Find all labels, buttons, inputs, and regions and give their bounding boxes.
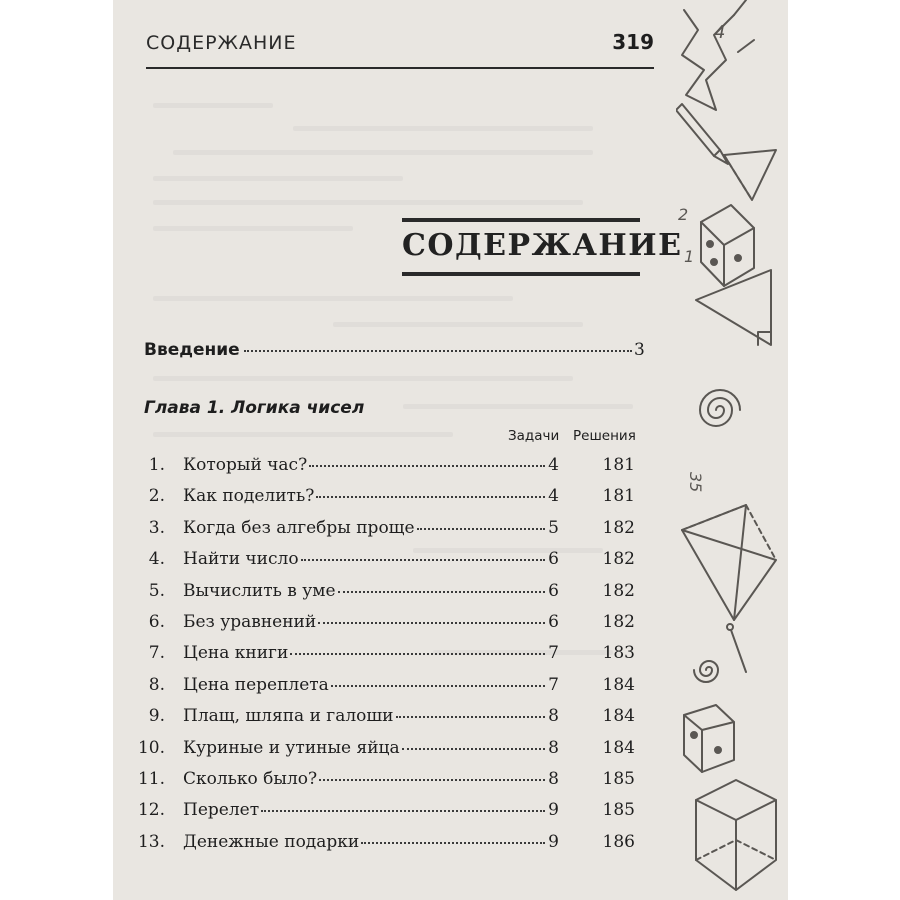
entry-title: Цена переплета (183, 674, 329, 695)
entry-number: 2. (148, 486, 165, 507)
header-title: СОДЕРЖАНИЕ (146, 32, 297, 54)
entry-line (183, 549, 559, 569)
entry-problem-page: 8 (548, 769, 559, 789)
entry-solution-page: 184 (602, 706, 635, 727)
entry-solution-page: 186 (602, 831, 635, 852)
pencil-icon (676, 104, 728, 164)
entry-problem-page: 7 (548, 674, 559, 695)
entry-line (183, 612, 559, 632)
toc-entry[interactable] (133, 675, 653, 703)
entry-number: 4. (148, 549, 165, 570)
dot-leader (319, 779, 545, 781)
toc-entry[interactable] (133, 486, 653, 514)
dot-leader (318, 622, 545, 624)
entry-title: Найти число (183, 549, 299, 570)
doodle-numeral-4: 4 (714, 22, 726, 43)
page-title: СОДЕРЖАНИЕ (402, 228, 683, 263)
running-header (146, 30, 654, 68)
book-page (113, 0, 788, 900)
entry-line (183, 832, 559, 852)
entry-problem-page: 4 (548, 455, 559, 475)
intro-label: Введение (144, 340, 240, 360)
toc-entry[interactable] (133, 518, 653, 546)
page-number: 319 (612, 30, 654, 54)
toc-entry[interactable] (133, 643, 653, 671)
matchstick-icon (731, 630, 746, 672)
dot-leader (244, 350, 632, 352)
entry-title: Цена книги (183, 643, 289, 664)
entry-solution-page: 184 (602, 737, 635, 758)
entry-line (183, 455, 559, 475)
spiral-shape (700, 390, 740, 426)
toc-entry[interactable] (133, 581, 653, 609)
entry-title: Вычислить в уме (183, 580, 336, 601)
entry-title: Денежные подарки (183, 831, 360, 852)
header-rule (146, 67, 654, 69)
entry-title: Перелет (183, 800, 260, 821)
entry-solution-page: 182 (602, 580, 635, 601)
entry-solution-page: 181 (602, 486, 635, 507)
triangle-shape (724, 150, 776, 200)
dot-leader (361, 842, 545, 844)
column-header-solutions: Решения (573, 428, 636, 444)
title-frame (402, 218, 683, 276)
entry-title: Который час? (183, 455, 308, 475)
entry-number: 7. (148, 643, 165, 664)
entry-problem-page: 8 (548, 706, 559, 727)
math-doodles (676, 0, 788, 900)
entry-title: Плащ, шляпа и галоши (183, 706, 394, 727)
entry-line (183, 581, 559, 601)
polyhedron-shape (696, 780, 776, 890)
entry-number: 8. (148, 674, 165, 695)
entry-title: Когда без алгебры проще (183, 517, 415, 538)
entry-solution-page: 185 (602, 769, 635, 789)
entry-line (183, 706, 559, 726)
toc-entry[interactable] (133, 769, 653, 797)
toc-entry[interactable] (133, 612, 653, 640)
dot-leader (331, 685, 545, 687)
toc-entry[interactable] (133, 455, 653, 483)
entry-number: 9. (148, 706, 165, 727)
entry-line (183, 643, 559, 663)
entry-problem-page: 9 (548, 831, 559, 852)
entry-solution-page: 181 (602, 455, 635, 475)
zigzag-outline (734, 0, 754, 52)
entry-line (183, 738, 559, 758)
entry-line (183, 486, 559, 506)
entry-problem-page: 7 (548, 643, 559, 664)
entry-title: Сколько было? (183, 769, 318, 789)
entry-line (183, 800, 559, 820)
entry-solution-page: 185 (602, 800, 635, 821)
entry-problem-page: 5 (548, 517, 559, 538)
entry-line (183, 518, 559, 538)
intro-page: 3 (634, 340, 645, 360)
dot-leader (338, 591, 545, 593)
small-spiral-shape (694, 661, 718, 682)
dot-leader (309, 465, 545, 467)
dot-leader (261, 810, 545, 812)
dot-leader (301, 559, 545, 561)
dice-icon (701, 205, 754, 286)
entry-number: 13. (137, 831, 165, 852)
entry-problem-page: 6 (548, 612, 559, 632)
entry-line (183, 769, 559, 789)
entry-problem-page: 9 (548, 800, 559, 821)
toc-intro-entry[interactable] (144, 340, 644, 360)
entry-title: Как поделить? (183, 486, 315, 507)
entry-problem-page: 8 (548, 737, 559, 758)
pyramid-shape (682, 505, 776, 620)
toc-entry[interactable] (133, 549, 653, 577)
doodle-numeral-1: 1 (684, 247, 695, 266)
entry-problem-page: 6 (548, 549, 559, 570)
dot-leader (316, 496, 545, 498)
entry-number: 3. (148, 517, 165, 538)
entry-title: Куриные и утиные яйца (183, 737, 400, 758)
zigzag-shape (682, 10, 734, 110)
entry-solution-page: 182 (602, 517, 635, 538)
chapter-heading: Глава 1. Логика чисел (144, 398, 365, 418)
entry-number: 10. (137, 737, 165, 758)
entry-number: 5. (148, 580, 165, 601)
doodle-numeral-35: 35 (686, 472, 705, 493)
entry-line (183, 675, 559, 695)
dot-leader (417, 528, 545, 530)
entry-solution-page: 182 (602, 612, 635, 632)
entry-solution-page: 184 (602, 674, 635, 695)
toc-entry[interactable] (133, 738, 653, 766)
column-header-problems: Задачи (508, 428, 560, 444)
entry-number: 11. (137, 769, 165, 789)
dot-leader (402, 748, 545, 750)
entry-solution-page: 182 (602, 549, 635, 570)
dice-icon-2 (684, 705, 734, 772)
dot-leader (290, 653, 545, 655)
entry-solution-page: 183 (602, 643, 635, 664)
entry-number: 6. (148, 612, 165, 632)
toc-entry[interactable] (133, 706, 653, 734)
dot-leader (396, 716, 545, 718)
doodle-numeral-2: 2 (678, 205, 689, 224)
toc-entry[interactable] (133, 800, 653, 828)
entry-title: Без уравнений (183, 612, 317, 632)
entry-number: 12. (137, 800, 165, 821)
entry-problem-page: 6 (548, 580, 559, 601)
toc-entry[interactable] (133, 832, 653, 860)
entry-problem-page: 4 (548, 486, 559, 507)
entry-number: 1. (148, 455, 165, 475)
